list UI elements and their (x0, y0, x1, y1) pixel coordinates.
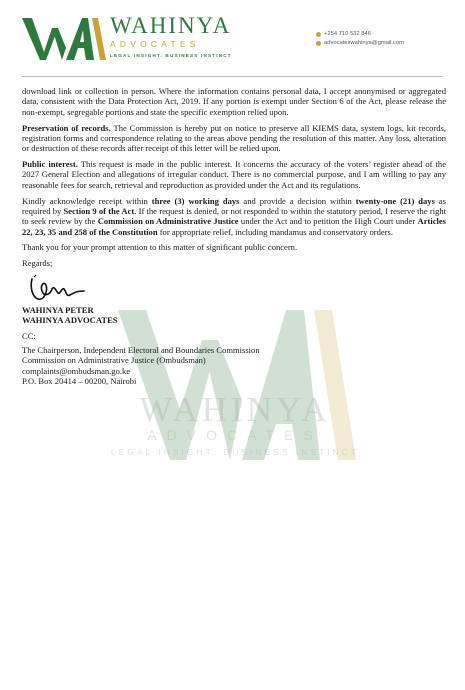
body-text: . If the request is denied, or not responded to within the statutory period, I reserve the right to seek review by the (22, 205, 447, 227)
watermark-tagline: LEGAL INSIGHT. BUSINESS INSTINCT (110, 447, 360, 457)
watermark-name: WAHINYA (139, 390, 331, 429)
watermark-text (110, 392, 360, 458)
brand-subtitle: ADVOCATES (110, 39, 200, 49)
brand-name: WAHINYA (110, 13, 232, 38)
letter-paragraphs (22, 86, 446, 253)
signer-name: WAHINYA PETER (22, 304, 94, 315)
bold-text: Public interest. (22, 159, 78, 170)
body-paragraph (22, 159, 446, 190)
wa-logo-icon (22, 14, 108, 62)
body-text: as required by (22, 195, 446, 216)
contact-phone-row (316, 30, 404, 39)
header-divider (22, 76, 443, 77)
contact-block (316, 30, 404, 48)
email-icon (316, 41, 321, 46)
body-text: download link or collection in person. Where the information contains personal data, I accept anonymised or aggregated data, consistent with the Data Protection Act, 2019. If any portion is exempt under Section 6 of the Act, please release the non-exempt, segregable portions and state the specific exemption relied upon. (22, 86, 446, 117)
bold-text: Articles 22, 23, 35 and 258 of the Constitution (22, 216, 446, 237)
bold-text: twenty-one (21) days (355, 195, 435, 206)
letter-body (22, 86, 446, 386)
body-text: This request is made in the public interest. It concerns the accuracy of the voters’ register ahead of the 2027 General Election and allegations of irregular conduct. There is no commercial purpose, and I am willing to pay any reasonable fees for search, retrieval and reproduction as provided under the Act and its regulations. (22, 159, 447, 190)
cc-line: P.O. Box 20414 – 00200, Nairobi (22, 375, 137, 386)
body-paragraph (22, 86, 446, 117)
body-paragraph (22, 242, 446, 252)
body-paragraph (22, 123, 446, 154)
bold-text: three (3) working days (151, 195, 240, 206)
bold-text: Section 9 of the Act (63, 205, 135, 216)
cc-line: The Chairperson, Independent Electoral and Boundaries Commission (22, 345, 260, 356)
cc-line: Commission on Administrative Justice (Ombudsman) (22, 355, 206, 366)
body-text: for appropriate relief, including mandamus and conservatory orders. (157, 226, 394, 237)
brand-block (110, 14, 232, 58)
letterhead (0, 0, 465, 78)
phone-icon (316, 32, 321, 37)
cc-email-line: complaints@ombudsman.go.ke (22, 365, 131, 376)
body-text: Kindly acknowledge receipt within (22, 195, 152, 206)
body-paragraph (22, 196, 446, 237)
cc-label: CC: (22, 331, 36, 342)
contact-email: advocateswahinya@gmail.com (324, 40, 404, 46)
signer-firm: WAHINYA ADVOCATES (22, 314, 118, 325)
body-text: The Commission is hereby put on notice to preserve all KIEMS data, system logs, kit records, registration forms and correspondence relating to the areas above pending the resolution of this matter. Any loss, alteration or destruction of these records after receipt of this letter will be relied upon. (22, 122, 446, 154)
watermark-subtitle: ADVOCATES (147, 427, 323, 443)
bold-text: Commission on Administrative Justice (97, 216, 239, 227)
bold-text: Preservation of records. (22, 122, 111, 133)
brand-tagline: LEGAL INSIGHT. BUSINESS INSTINCT (110, 53, 232, 58)
body-text: Thank you for your prompt attention to this matter of significant public concern. (22, 242, 298, 253)
closing: Regards; (22, 258, 53, 269)
contact-phone: +254 710 532 846 (324, 31, 371, 37)
body-text: under the Act and to petition the High Court under (238, 216, 418, 227)
body-text: and provide a decision within (239, 195, 356, 206)
cc-block (22, 331, 446, 386)
contact-email-row (316, 39, 404, 48)
signature-icon (26, 273, 90, 305)
